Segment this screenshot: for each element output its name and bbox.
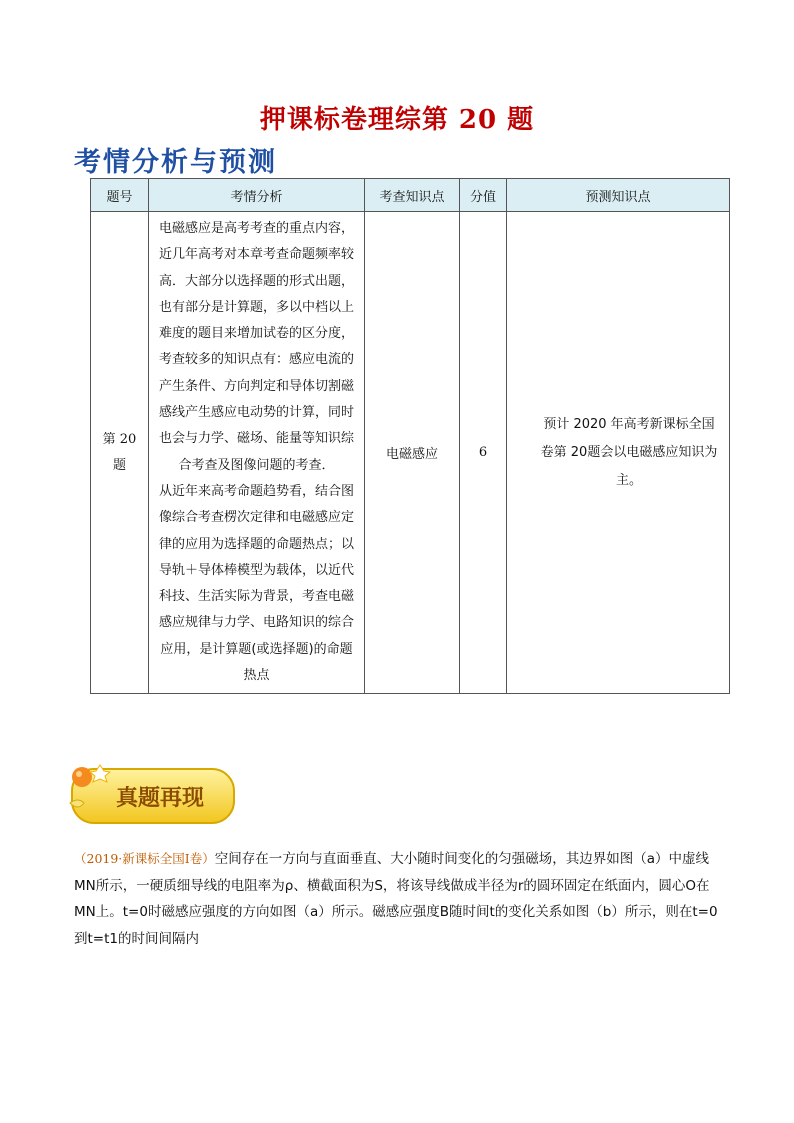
cell-score: 6 xyxy=(460,212,507,694)
question-block xyxy=(74,846,724,952)
header-prediction: 预测知识点 xyxy=(507,179,730,212)
question-source: （2019·新课标全国Ⅰ卷） xyxy=(74,851,215,866)
zhenti-banner xyxy=(66,763,238,829)
number-line-1: 第 20 xyxy=(102,431,137,447)
fruit-icon xyxy=(72,767,92,787)
banner-graphic xyxy=(66,763,238,829)
analysis-paragraph-1: 电磁感应是高考考查的重点内容，近几年高考对本章考查命题频率较高．大部分以选择题的形式出题，也有部分是计算题，多以中档以上难度的题目来增加试卷的区分度，考查较多的知识点有：感应电流的产生条件、方向判定和导体切割磁感线产生感应电动势的计算，同时也会与力学、磁场、能量等知识综合考查及图像问题的考查． xyxy=(158,221,354,473)
header-knowledge: 考查知识点 xyxy=(365,179,460,212)
page-title: 押课标卷理综第 20 题 xyxy=(259,105,535,135)
header-score: 分值 xyxy=(460,179,507,212)
header-number: 题号 xyxy=(91,179,149,212)
question-text: 空间存在一方向与直面垂直、大小随时间变化的匀强磁场，其边界如图（a）中虚线MN所示，一硬质细导线的电阻率为ρ、横截面积为S，将该导线做成半径为r的圆环固定在纸面内，圆心O在MN上。t=0时磁感应强度的方向如图（a）所示。磁感应强度B随时间t的变化关系如图（b）所示，则在t=0到t=t1的时间间隔内 xyxy=(74,851,718,947)
analysis-table xyxy=(90,178,730,694)
cell-analysis xyxy=(149,212,365,694)
section-heading: 考情分析与预测 xyxy=(74,147,277,178)
number-line-2: 题 xyxy=(112,457,126,473)
cell-number xyxy=(91,212,149,694)
banner-label: 真题再现 xyxy=(115,785,205,811)
table-header-row xyxy=(91,179,730,212)
analysis-paragraph-2: 从近年来高考命题趋势看，结合图像综合考查楞次定律和电磁感应定律的应用为选择题的命题热点；以导轨＋导体棒模型为载体，以近代科技、生活实际为背景，考查电磁感应规律与力学、电路知识的综合应用，是计算题(或选择题)的命题热点 xyxy=(158,483,354,684)
cell-knowledge: 电磁感应 xyxy=(365,212,460,694)
table-row xyxy=(91,212,730,694)
cell-prediction: 预计 2020 年高考新课标全国卷第 20题会以电磁感应知识为主。 xyxy=(507,212,730,694)
header-analysis: 考情分析 xyxy=(149,179,365,212)
